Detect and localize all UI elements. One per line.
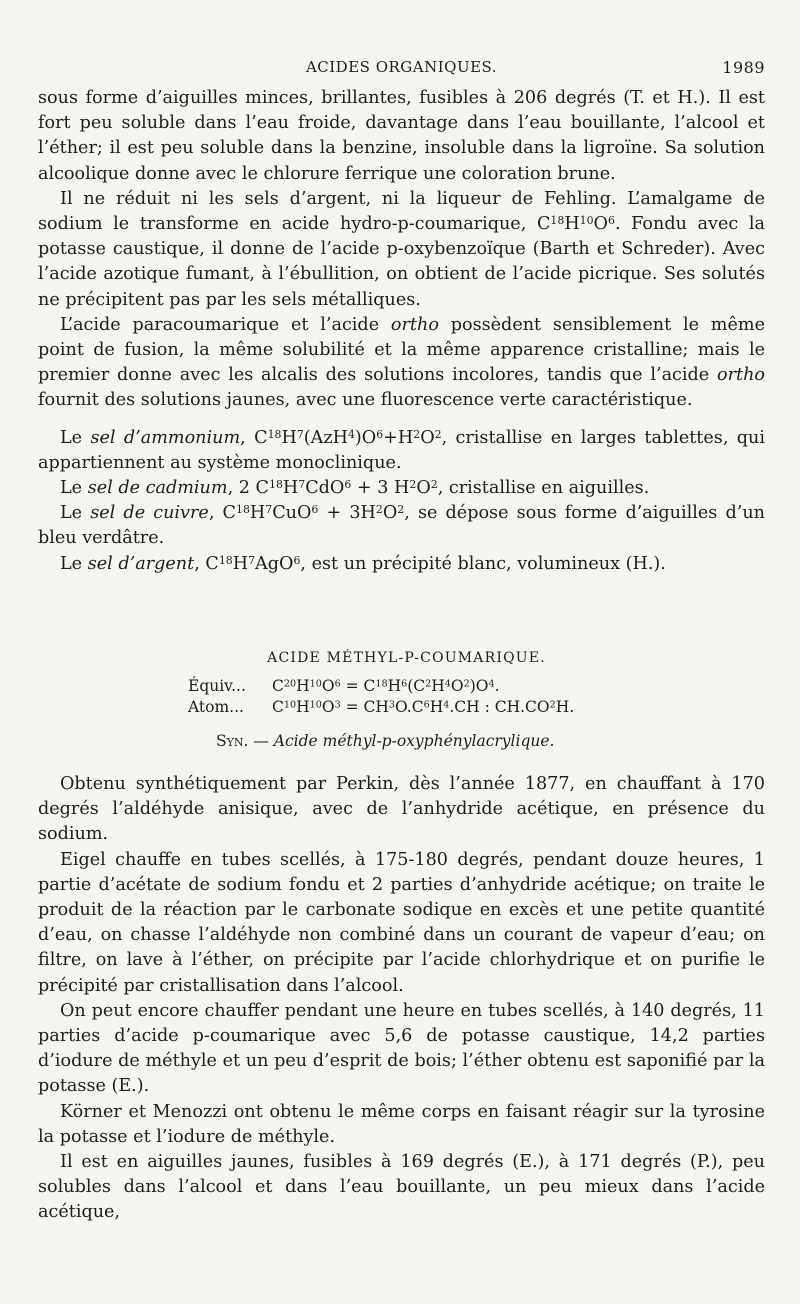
running-title: ACIDES ORGANIQUES. [305,58,498,76]
body-top [38,86,765,577]
paragraph-copper-salt: Le sel de cuivre, $C^{18}H^7CuO^6 + 3H^2O^2$, se dépose sous forme d’aiguilles d’un bleu verdâtre. [38,503,765,549]
formula-atom: Atom... $C^{10}H^{10}O^3 = CH^3O.C^6H^4.CH$ : $CH.CO^2H$. [188,698,575,716]
paragraph-silver-salt: Le sel d’argent, $C^{18}H^7AgO^6$, est un précipité blanc, volumineux (H.). [60,553,666,574]
paragraph-korner: Körner et Menozzi ont obtenu le même corps en faisant réagir sur la tyrosine la potasse et l’iodure de méthyle. [38,1101,765,1147]
paragraph-reduction: Il ne réduit ni les sels d’argent, ni la liqueur de Fehling. L’amalgame de sodium le transforme en acide hydro-p-coumarique, $C^{18}H^{10}O^6$. Fondu avec la potasse caustique, il donne de l’acide p-oxybenzoïque (Barth et Schreder). Avec l’acide azotique fumant, à l’ébullition, on obtient de l’acide picrique. Ses solutés ne précipitent pas par les sels métalliques. [38,188,765,310]
formula-block [38,676,765,718]
body-bottom [38,772,765,1226]
running-head [38,58,765,80]
paragraph-properties: Il est en aiguilles jaunes, fusibles à 169 degrés (E.), à 171 degrés (P.), peu solubles dans l’alcool et dans l’eau bouillante, un peu mieux dans l’acide acétique, [38,1152,765,1223]
superscript: 18 [550,214,565,228]
synonym-line: Syn. — Acide méthyl-p-oxyphénylacrylique. [216,732,555,750]
formula-equiv: Équiv... $C^{20}H^{10}O^6 = C^{18}H^6(C^2H^4O^2)O^4$. [188,677,500,695]
paragraph-comparison: L’acide paracoumarique et l’acide ortho possèdent sensiblement le même point de fusion, la même solubilité et la même apparence cristalline; mais le premier donne avec les alcalis des solutions incolores, tandis que l’acide ortho fournit des solutions jaunes, avec une fluorescence verte caractéristique. [38,314,765,411]
paragraph-cadmium-salt: Le sel de cadmium, 2 $C^{18}H^7CdO^6 + 3$ $H^2O^2$, cristallise en aiguilles. [60,478,650,499]
paragraph-ammonium-salt: Le sel d’ammonium, $C^{18}H^7(AzH^4)O^6+H^2O^2$, cristallise en larges tablettes, qui appartiennent au système monoclinique. [38,427,765,473]
page-number: 1989 [722,58,765,77]
paragraph-eigel: Eigel chauffe en tubes scellés, à 175-180 degrés, pendant douze heures, 1 partie d’acétate de sodium fondu et 2 parties d’anhydride acétique; on traite le produit de la réaction par le carbonate sodique en excès et une petite quantité d’eau, on chasse l’aldéhyde non combiné dans un courant de vapeur d’eau; on filtre, on lave à l’éther, on précipite par l’acide chlorhydrique et on purifie le précipité par cristallisation dans l’alcool. [38,849,765,996]
paragraph-tubes: On peut encore chauffer pendant une heure en tubes scellés, à 140 degrés, 11 parties d’acide p-coumarique avec 5,6 de potasse caustique, 14,2 parties d’iodure de méthyle et un peu d’esprit de bois; l’éther obtenu est saponifié par la potasse (E.). [38,1000,765,1097]
paragraph-continuation: sous forme d’aiguilles minces, brillantes, fusibles à 206 degrés (T. et H.). Il est fort peu soluble dans l’eau froide, davantage dans l’eau bouillante, l’alcool et l’éther; il est peu soluble dans la benzine, insoluble dans la ligroïne. Sa solution alcoolique donne avec le chlorure ferrique une coloration brune. [38,88,765,184]
section-methyl-p-coumaric [38,650,765,750]
section-title: ACIDE MÉTHYL-P-COUMARIQUE. [267,650,546,666]
paragraph-perkin: Obtenu synthétiquement par Perkin, dès l’année 1877, en chauffant à 170 degrés l’aldéhyde anisique, avec de l’anhydride acétique, en présence du sodium. [38,774,765,845]
